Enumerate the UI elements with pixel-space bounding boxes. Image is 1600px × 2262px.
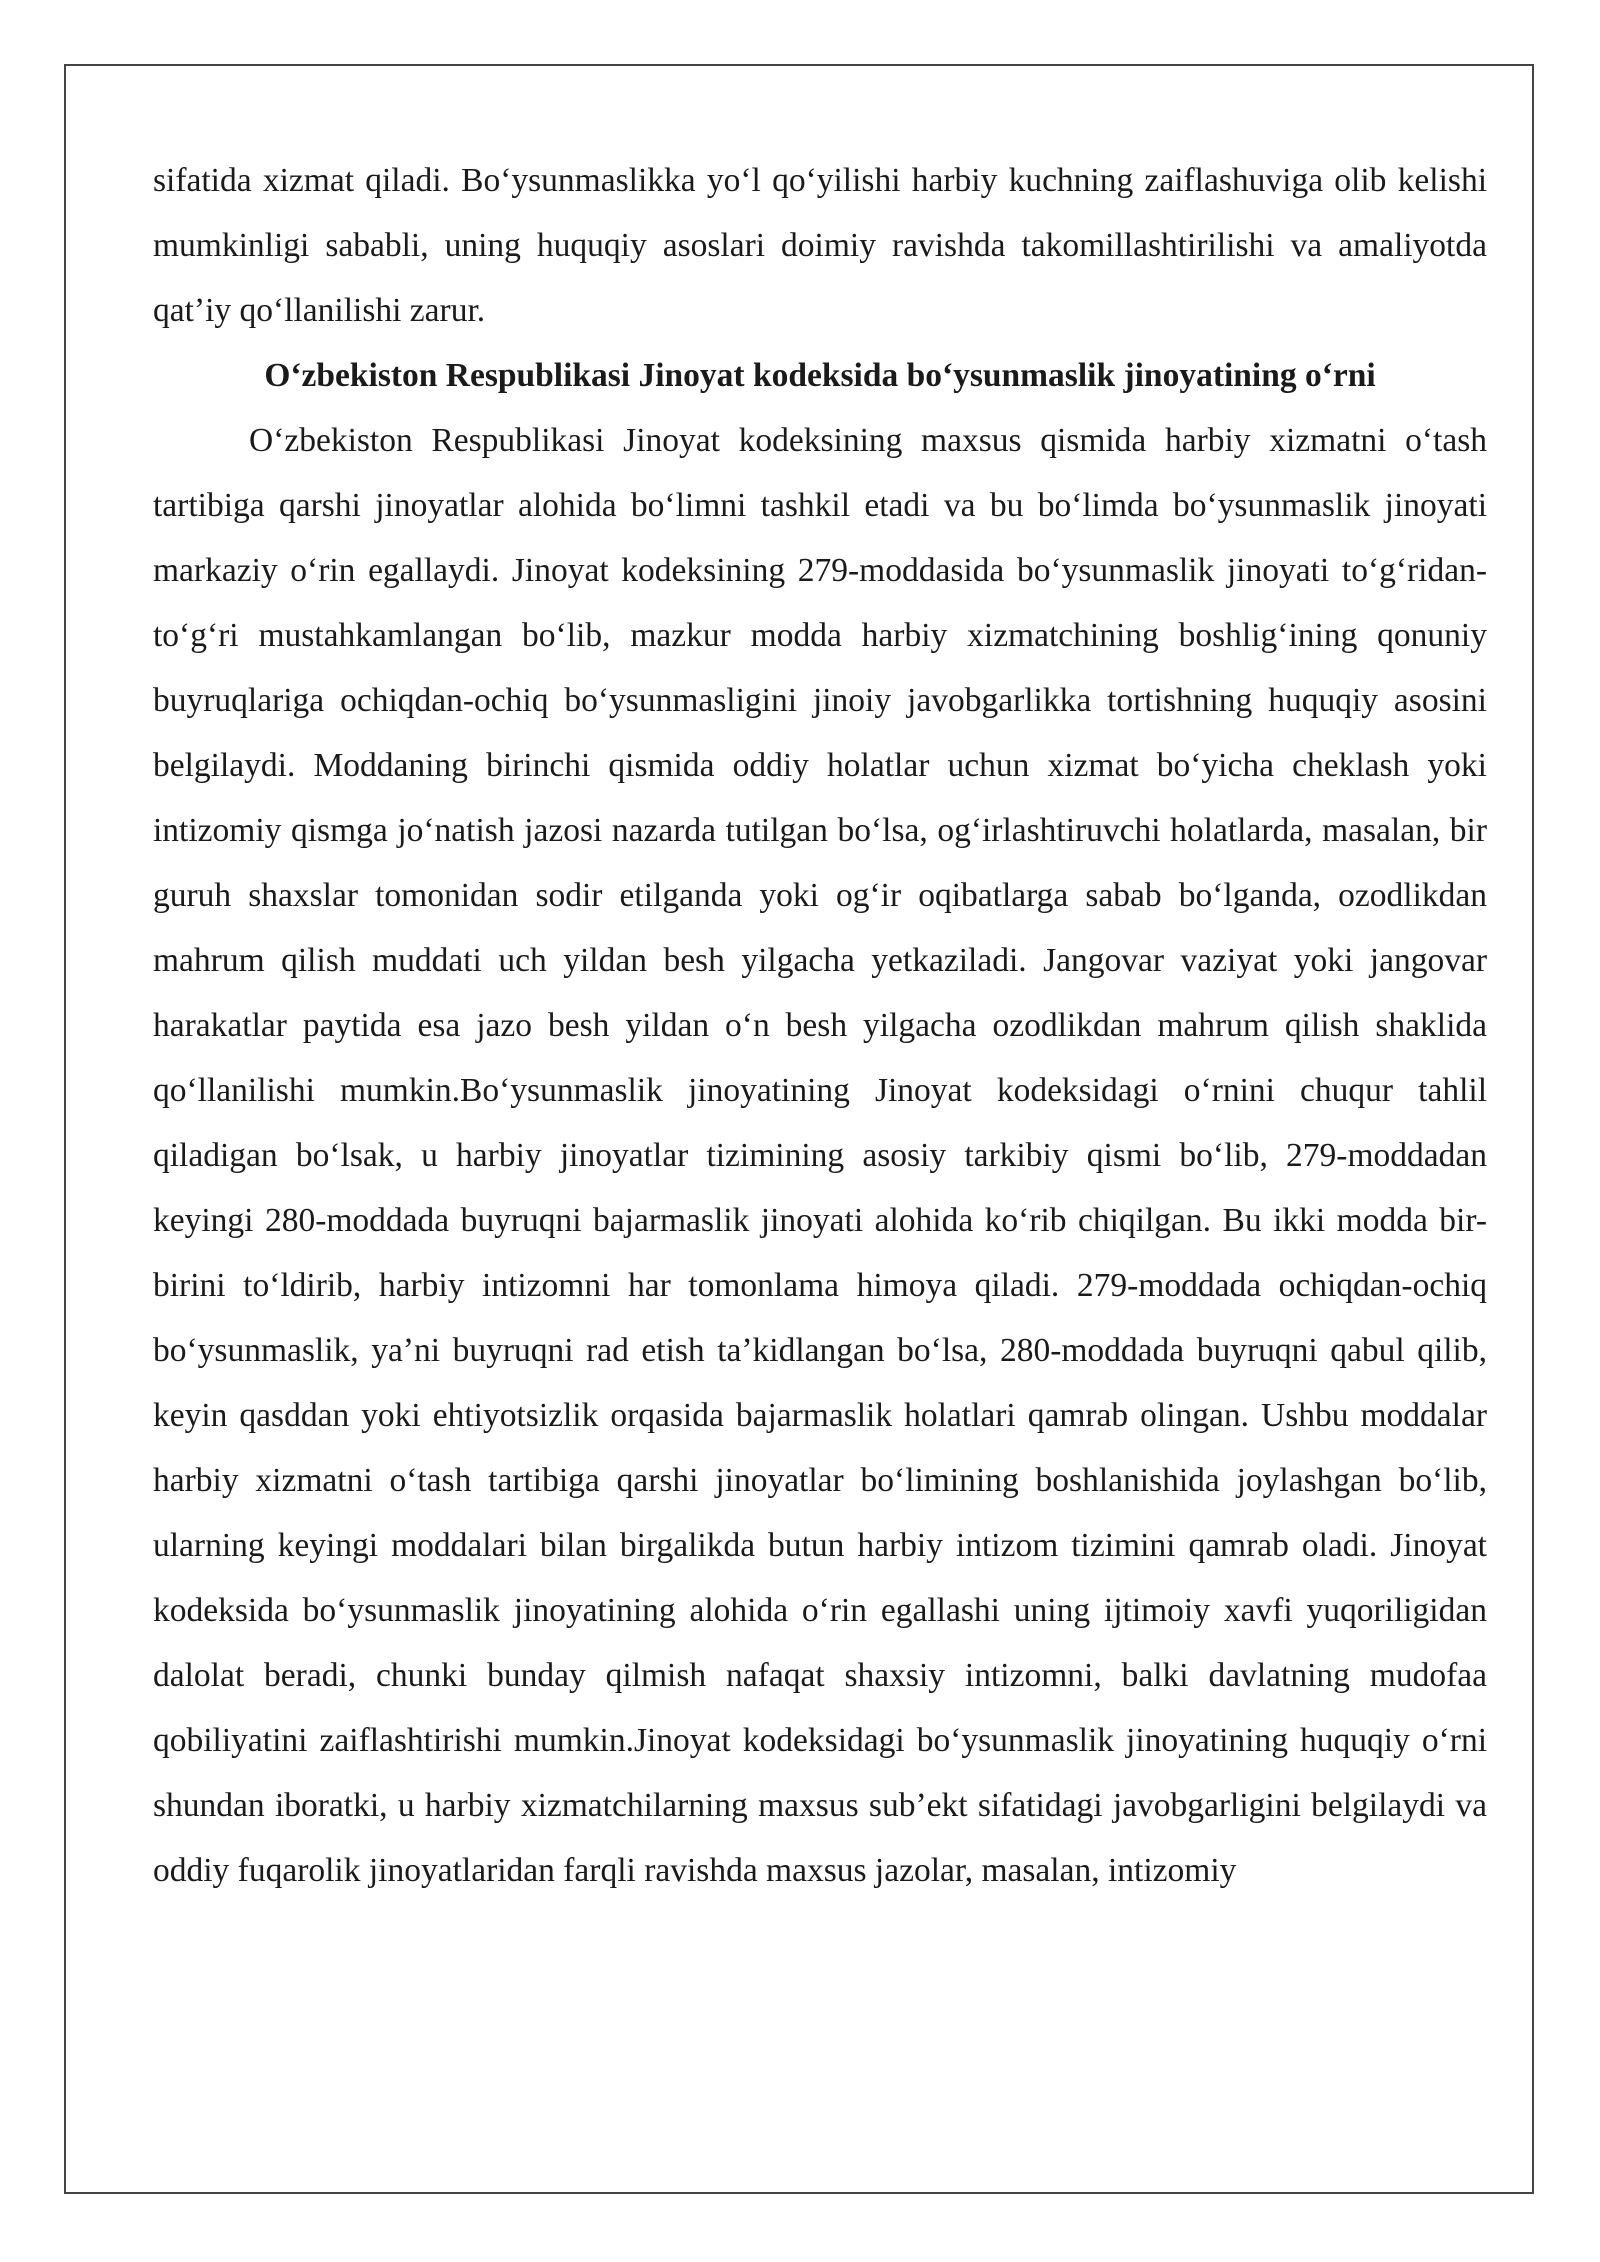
section-heading: Oʻzbekiston Respublikasi Jinoyat kodeksida boʻysunmaslik jinoyatining oʻrni — [264, 357, 1376, 394]
document-body — [153, 148, 1487, 1903]
main-paragraph: Oʻzbekiston Respublikasi Jinoyat kodeksining maxsus qismida harbiy xizmatni oʻtash tartibiga qarshi jinoyatlar alohida boʻlimni tashkil etadi va bu boʻlimda boʻysunmaslik jinoyati markaziy oʻrin egallaydi. Jinoyat kodeksining 279-moddasida boʻysunmaslik jinoyati toʻgʻridan-toʻgʻri mustahkamlangan boʻlib, mazkur modda harbiy xizmatchining boshligʻining qonuniy buyruqlariga ochiqdan-ochiq boʻysunmasligini jinoiy javobgarlikka tortishning huquqiy asosini belgilaydi. Moddaning birinchi qismida oddiy holatlar uchun xizmat boʻyicha cheklash yoki intizomiy qismga joʻnatish jazosi nazarda tutilgan boʻlsa, ogʻirlashtiruvchi holatlarda, masalan, bir guruh shaxslar tomonidan sodir etilganda yoki ogʻir oqibatlarga sabab boʻlganda, ozodlikdan mahrum qilish muddati uch yildan besh yilgacha yetkaziladi. Jangovar vaziyat yoki jangovar harakatlar paytida esa jazo besh yildan oʻn besh yilgacha ozodlikdan mahrum qilish shaklida qoʻllanilishi mumkin.Boʻysunmaslik jinoyatining Jinoyat kodeksidagi oʻrnini chuqur tahlil qiladigan boʻlsak, u harbiy jinoyatlar tizimining asosiy tarkibiy qismi boʻlib, 279-moddadan keyingi 280-moddada buyruqni bajarmaslik jinoyati alohida koʻrib chiqilgan. Bu ikki modda bir-birini toʻldirib, harbiy intizomni har tomonlama himoya qiladi. 279-moddada ochiqdan-ochiq boʻysunmaslik, yaʼni buyruqni rad etish taʼkidlangan boʻlsa, 280-moddada buyruqni qabul qilib, keyin qasddan yoki ehtiyotsizlik orqasida bajarmaslik holatlari qamrab olingan. Ushbu moddalar harbiy xizmatni oʻtash tartibiga qarshi jinoyatlar boʻlimining boshlanishida joylashgan boʻlib, ularning keyingi moddalari bilan birgalikda butun harbiy intizom tizimini qamrab oladi. Jinoyat kodeksida boʻysunmaslik jinoyatining alohida oʻrin egallashi uning ijtimoiy xavfi yuqoriligidan dalolat beradi, chunki bunday qilmish nafaqat shaxsiy intizomni, balki davlatning mudofaa qobiliyatini zaiflashtirishi mumkin.Jinoyat kodeksidagi boʻysunmaslik jinoyatining huquqiy oʻrni shundan iboratki, u harbiy xizmatchilarning maxsus subʼekt sifatidagi javobgarligini belgilaydi va oddiy fuqarolik jinoyatlaridan farqli ravishda maxsus jazolar, masalan, intizomiy — [153, 422, 1487, 1889]
continuation-paragraph: sifatida xizmat qiladi. Boʻysunmaslikka yoʻl qoʻyilishi harbiy kuchning zaiflashuviga olib kelishi mumkinligi sababli, uning huquqiy asoslari doimiy ravishda takomillashtirilishi va amaliyotda qatʼiy qoʻllanilishi zarur. — [153, 162, 1487, 329]
